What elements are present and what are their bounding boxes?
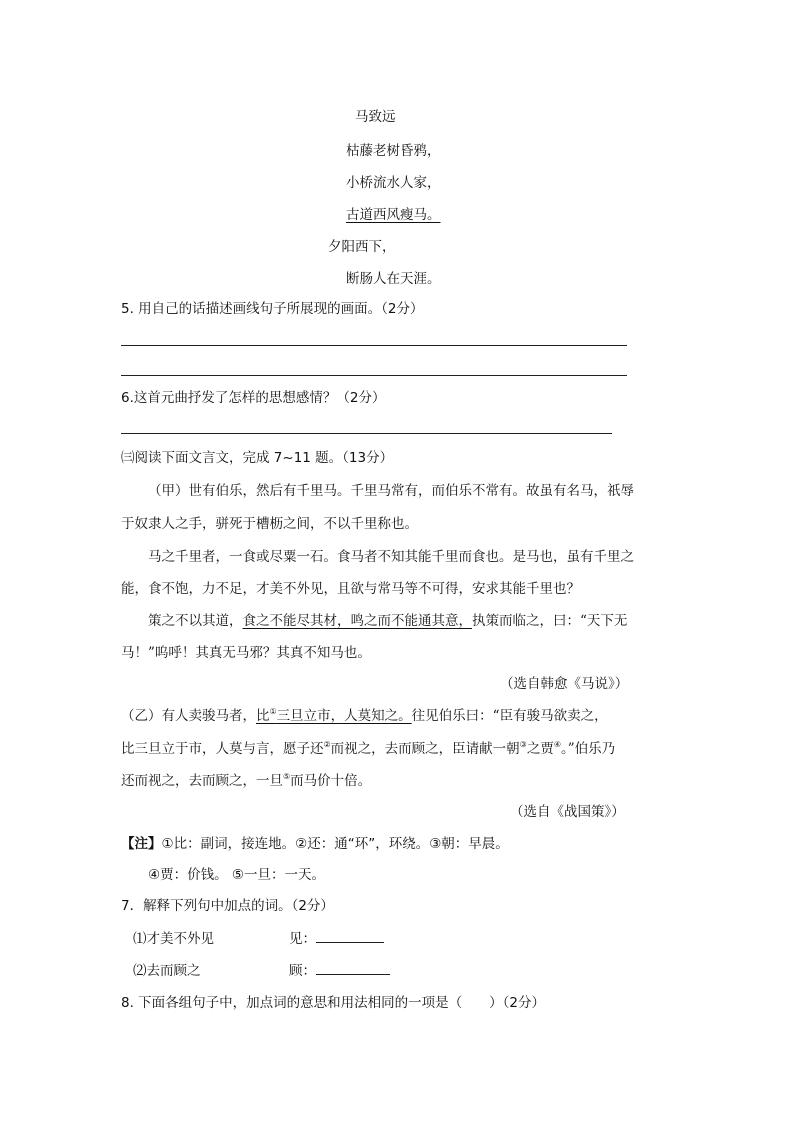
q7-answer-blank-1[interactable] [316, 930, 384, 943]
question-8: 8. 下面各组句子中，加点词的意思和用法相同的一项是（ ）（2分） [121, 995, 546, 1011]
yi-text: 比三旦立于市，人莫与言，愿子还 [121, 741, 324, 757]
yi-source: （选自《战国策》） [510, 804, 625, 820]
q7-answer-blank-2[interactable] [316, 962, 390, 975]
question-7: 7．解释下列句中加点的词。（2分） [121, 898, 334, 914]
question-6: 6.这首元曲抒发了怎样的思想感情？（2分） [121, 390, 386, 406]
footnote-marker: ① [269, 707, 277, 716]
jia-source: （选自韩愈《马说》） [500, 676, 629, 692]
q7-word: 见： [289, 931, 316, 947]
jia-paragraph-3-line-1 [148, 612, 627, 630]
poem-line-4: 夕阳西下， [328, 239, 396, 255]
answer-line [121, 345, 627, 346]
yi-text: 而马价十倍。 [290, 773, 372, 789]
q7-item-2-label: ⑵去而顾之 [133, 963, 201, 979]
yi-line-3 [121, 772, 371, 790]
yi-text: 往见伯乐曰：“臣有骏马欲卖之， [411, 708, 608, 724]
jia-text: 策之不以其道， [148, 613, 243, 629]
yi-text: 还而视之，去而顾之，一旦 [121, 773, 283, 789]
yi-text: 之贾 [526, 741, 554, 757]
q7-item-1-label: ⑴才美不外见 [133, 931, 214, 947]
jia-paragraph-2-line-1: 马之千里者，一食或尽粟一石。食马者不知其能千里而食也。是马也，虽有千里之 [148, 549, 634, 565]
poem-line-3-underlined: 古道西风瘦马。 [346, 207, 441, 223]
notes-label: 【注】 [121, 836, 162, 852]
yi-line-2 [121, 740, 615, 758]
yi-text: 。”伯乐乃 [561, 741, 616, 757]
poem-line-5: 断肠人在天涯。 [346, 271, 441, 287]
q7-item-2-word [289, 962, 390, 980]
yi-text: 而视之，去而顾之，臣请献一朝 [330, 741, 520, 757]
notes-line-1 [121, 835, 509, 853]
jia-underlined-sentence: 食之不能尽其材，鸣之而不能通其意， [242, 613, 472, 629]
yi-text: 比 [256, 708, 270, 724]
footnote-marker: ② [323, 740, 331, 749]
yi-text: 三旦立市，人莫知之。 [276, 708, 412, 724]
footnote-marker: ⑤ [283, 772, 291, 781]
yi-text: （乙）有人卖骏马者， [121, 708, 256, 724]
section-3-heading: ㈢阅读下面文言文，完成 7~11 题。（13分） [121, 450, 394, 466]
notes-line-2: ④贾：价钱。 ⑤一旦：一天。 [148, 867, 325, 883]
answer-line [121, 433, 612, 434]
q7-item-1-word [289, 930, 384, 948]
jia-paragraph-1-line-1: （甲）世有伯乐，然后有千里马。千里马常有，而伯乐不常有。故虽有名马，祇辱 [148, 483, 634, 499]
footnote-marker: ③ [519, 740, 527, 749]
poem-author: 马致远 [355, 109, 396, 125]
poem-line-2: 小桥流水人家， [346, 175, 441, 191]
notes-text: ①比：副词，接连地。②还：通“环”，环绕。③朝：早晨。 [161, 836, 509, 852]
yi-line-1 [121, 707, 608, 725]
jia-text: 执策而临之，曰：“天下无 [472, 613, 628, 629]
jia-paragraph-1-line-2: 于奴隶人之手，骈死于槽枥之间，不以千里称也。 [121, 516, 418, 532]
jia-paragraph-3-line-2: 马！”呜呼！其真无马邪？其真不知马也。 [121, 645, 371, 661]
footnote-marker: ④ [553, 740, 562, 749]
question-5: 5. 用自己的话描述画线句子所展现的画面。（2分） [121, 301, 424, 317]
yi-underlined-sentence [256, 708, 412, 724]
poem-line-1: 枯藤老树昏鸦， [346, 143, 441, 159]
q7-word: 顾： [289, 963, 316, 979]
jia-paragraph-2-line-2: 能，食不饱，力不足，才美不外见，且欲与常马等不可得，安求其能千里也？ [121, 581, 580, 597]
answer-line [121, 375, 627, 376]
